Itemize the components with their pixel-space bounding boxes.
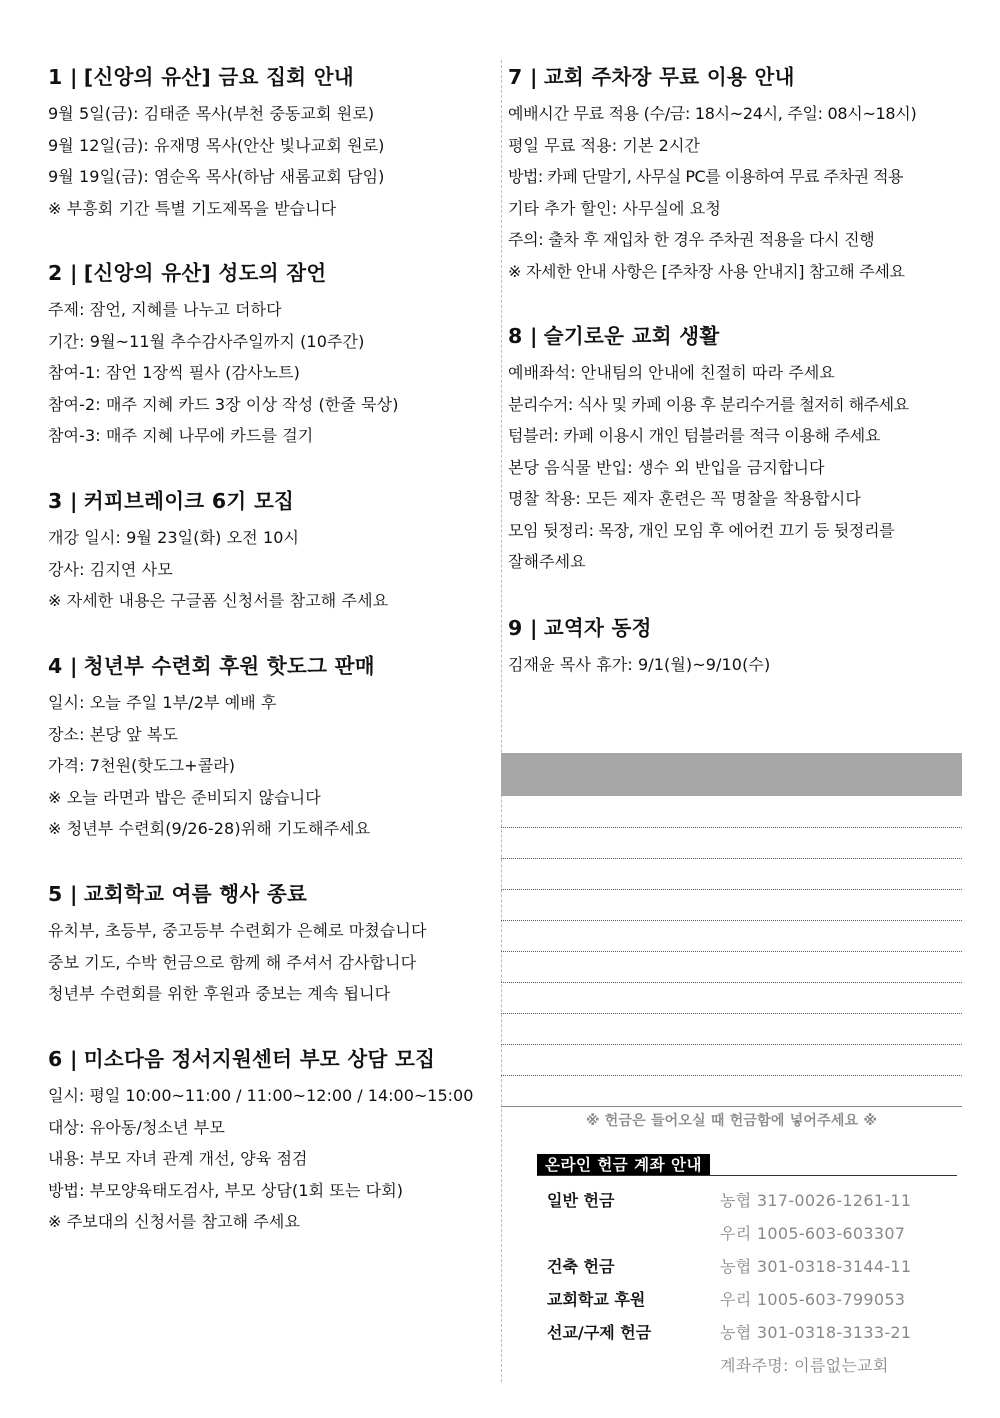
account-label: 건축 헌금 [547, 1257, 615, 1276]
section-number: 5 | [48, 882, 78, 906]
memo-line [501, 920, 962, 921]
section-line: 9월 5일(금): 김태준 목사(부천 중동교회 원로) [48, 104, 375, 123]
section-staff-news [508, 613, 963, 681]
section-line: 중보 기도, 수박 헌금으로 함께 해 주셔서 감사합니다 [48, 952, 417, 972]
account-holder: 계좌주명: 이름없는교회 [720, 1356, 889, 1375]
account-row [547, 1250, 957, 1283]
section-line: ※ 부흥회 기간 특별 기도제목을 받습니다 [48, 198, 337, 218]
section-line: 강사: 김지연 사모 [48, 559, 173, 579]
accounts-title-underline [537, 1175, 957, 1176]
memo-line [501, 858, 962, 859]
section-line: 참여-1: 잠언 1장씩 필사 (감사노트) [48, 363, 301, 382]
section-title-text: [신앙의 유산] 금요 집회 안내 [83, 65, 355, 89]
memo-line [501, 827, 962, 828]
account-label: 교회학교 후원 [547, 1290, 646, 1309]
section-line: 일시: 평일 10:00~11:00 / 11:00~12:00 / 14:00~15:00 [48, 1086, 474, 1105]
section-hotdog-sale [48, 651, 498, 845]
section-title [508, 62, 963, 92]
account-number: 농협 301-0318-3133-21 [720, 1323, 912, 1342]
section-title [508, 613, 963, 643]
memo-line [501, 1075, 962, 1076]
section-line: 대상: 유아동/청소년 부모 [48, 1117, 225, 1137]
account-number: 우리 1005-603-799053 [720, 1290, 906, 1309]
section-church-life [508, 321, 963, 578]
section-number: 1 | [48, 65, 78, 89]
section-title [48, 651, 498, 681]
section-line: 방법: 카페 단말기, 사무실 PC를 이용하여 무료 주차권 적용 [508, 167, 904, 186]
section-line: 주제: 잠언, 지혜를 나누고 더하다 [48, 300, 282, 319]
section-line: 잘해주세요 [508, 552, 586, 571]
section-line: 예배좌석: 안내팀의 안내에 친절히 따라 주세요 [508, 363, 835, 382]
section-friday-revival [48, 62, 498, 224]
section-line: 개강 일시: 9월 23일(화) 오전 10시 [48, 528, 300, 547]
memo-header-bar [501, 753, 962, 796]
section-line: 참여-2: 매주 지혜 카드 3장 이상 작성 (한줄 묵상) [48, 394, 399, 414]
section-number: 7 | [508, 65, 538, 89]
section-line: 유치부, 초등부, 중고등부 수련회가 은혜로 마쳤습니다 [48, 921, 427, 940]
section-line: 기간: 9월~11월 추수감사주일까지 (10주간) [48, 331, 365, 351]
account-row [547, 1316, 957, 1349]
section-line: 일시: 오늘 주일 1부/2부 예배 후 [48, 693, 277, 712]
account-number: 우리 1005-603-603307 [720, 1224, 906, 1243]
section-title [48, 879, 498, 909]
section-line: 주의: 출차 후 재입차 한 경우 주차권 적용을 다시 진행 [508, 230, 875, 249]
account-label: 선교/구제 헌금 [547, 1323, 652, 1342]
section-line: ※ 자세한 안내 사항은 [주차장 사용 안내지] 참고해 주세요 [508, 261, 905, 281]
section-line: 텀블러: 카페 이용시 개인 텀블러를 적극 이용해 주세요 [508, 426, 881, 445]
section-line: 청년부 수련회를 위한 후원과 중보는 계속 됩니다 [48, 984, 391, 1003]
section-number: 4 | [48, 654, 78, 678]
account-label: 일반 헌금 [547, 1191, 615, 1210]
section-title-text: 교역자 동정 [543, 616, 652, 640]
section-line: 평일 무료 적용: 기본 2시간 [508, 135, 701, 155]
account-row [547, 1217, 957, 1250]
section-line: 가격: 7천원(핫도그+콜라) [48, 756, 236, 775]
section-line: 기타 추가 할인: 사무실에 요청 [508, 198, 721, 218]
section-line: ※ 자세한 내용은 구글폼 신청서를 참고해 주세요 [48, 591, 389, 610]
section-parent-counseling [48, 1044, 498, 1238]
memo-line [501, 982, 962, 983]
section-proverbs [48, 258, 498, 452]
section-number: 2 | [48, 261, 78, 285]
account-row [547, 1184, 957, 1217]
section-summer-events [48, 879, 498, 1010]
section-line: 김재윤 목사 휴가: 9/1(월)~9/10(수) [508, 655, 771, 674]
column-divider [501, 60, 502, 1382]
section-title [48, 258, 498, 288]
section-title-text: 커피브레이크 6기 모집 [83, 489, 295, 513]
section-coffee-break [48, 486, 498, 617]
section-number: 8 | [508, 324, 538, 348]
memo-line [501, 1044, 962, 1045]
memo-line [501, 1013, 962, 1014]
section-title-text: 미소다음 정서지원센터 부모 상담 모집 [83, 1047, 436, 1071]
section-line: 모임 뒷정리: 목장, 개인 모임 후 에어컨 끄기 등 뒷정리를 [508, 520, 895, 540]
section-title-text: 슬기로운 교회 생활 [543, 324, 720, 348]
section-line: 예배시간 무료 적용 (수/금: 18시~24시, 주일: 08시~18시) [508, 104, 917, 123]
section-number: 3 | [48, 489, 78, 513]
section-title-text: 교회 주차장 무료 이용 안내 [543, 65, 795, 89]
account-number: 농협 301-0318-3144-11 [720, 1257, 912, 1276]
section-title-text: 청년부 수련회 후원 핫도그 판매 [83, 654, 375, 678]
section-line: 참여-3: 매주 지혜 나무에 카드를 걸기 [48, 426, 314, 445]
offering-note: ※ 헌금은 들어오실 때 헌금함에 넣어주세요 ※ [585, 1113, 878, 1129]
section-line: 방법: 부모양육태도검사, 부모 상담(1회 또는 다회) [48, 1180, 404, 1200]
section-line: 본당 음식물 반입: 생수 외 반입을 금지합니다 [508, 457, 825, 477]
section-line: 장소: 본당 앞 복도 [48, 724, 178, 744]
section-line: 9월 12일(금): 유재명 목사(안산 빛나교회 원로) [48, 135, 385, 155]
memo-bottom-line [501, 1106, 962, 1107]
accounts-title: 온라인 헌금 계좌 안내 [537, 1154, 710, 1176]
section-title-text: [신앙의 유산] 성도의 잠언 [83, 261, 327, 285]
section-parking [508, 62, 963, 287]
account-row [547, 1283, 957, 1316]
section-line: 내용: 부모 자녀 관계 개선, 양육 점검 [48, 1149, 308, 1168]
memo-line [501, 889, 962, 890]
section-title [48, 62, 498, 92]
section-line: 분리수거: 식사 및 카페 이용 후 분리수거를 철저히 해주세요 [508, 394, 909, 414]
account-number: 농협 317-0026-1261-11 [720, 1191, 912, 1210]
section-line: 명찰 착용: 모든 제자 훈련은 꼭 명찰을 착용합시다 [508, 489, 861, 508]
section-line: ※ 청년부 수련회(9/26-28)위해 기도해주세요 [48, 819, 371, 838]
section-line: ※ 주보대의 신청서를 참고해 주세요 [48, 1212, 301, 1231]
section-title [48, 486, 498, 516]
section-line: 9월 19일(금): 염순옥 목사(하남 새롬교회 담임) [48, 167, 385, 186]
section-number: 9 | [508, 616, 538, 640]
memo-line [501, 951, 962, 952]
section-title-text: 교회학교 여름 행사 종료 [83, 882, 308, 906]
section-line: ※ 오늘 라면과 밥은 준비되지 않습니다 [48, 787, 321, 807]
section-title [48, 1044, 498, 1074]
section-number: 6 | [48, 1047, 78, 1071]
section-title [508, 321, 963, 351]
account-row [547, 1349, 957, 1382]
